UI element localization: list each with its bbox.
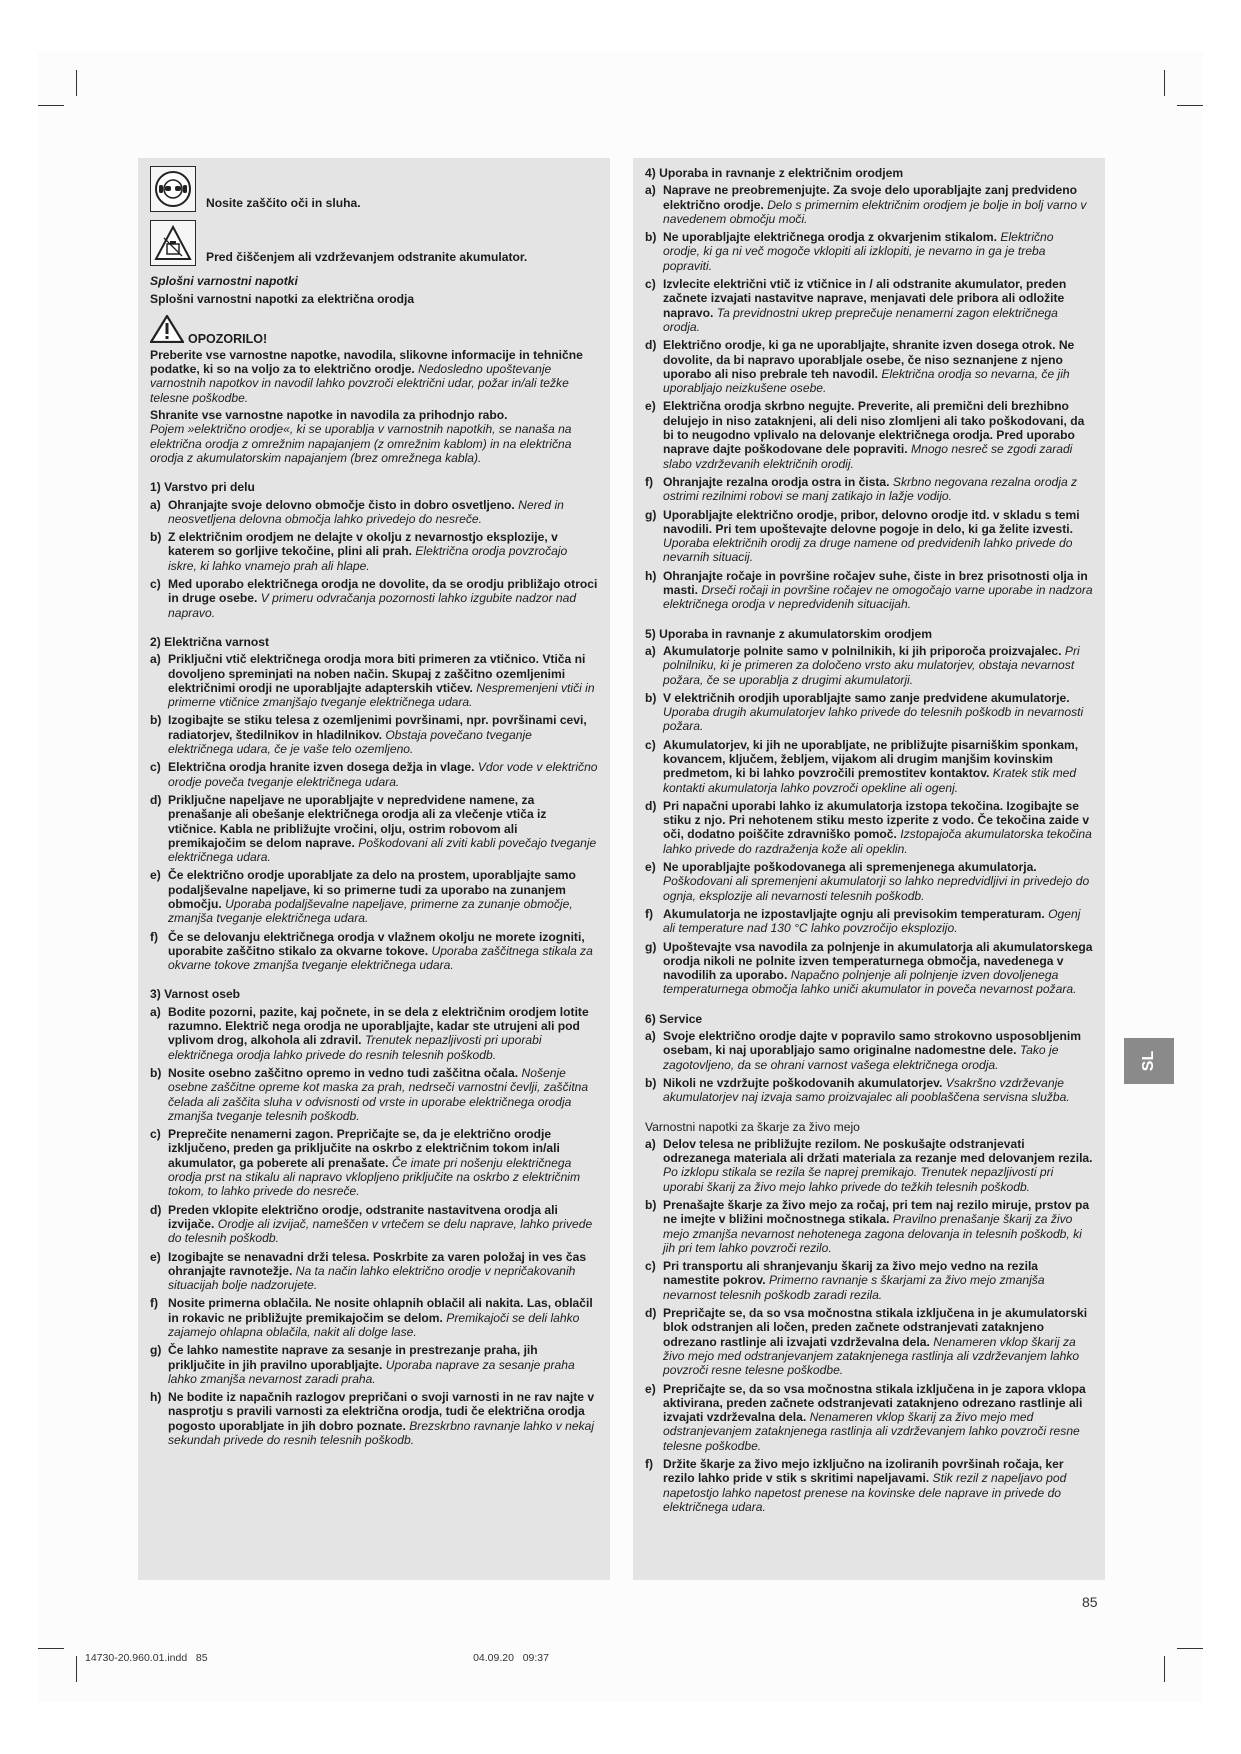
item-text [168,1343,598,1386]
item-italic-text: Primerno ravnanje s škarjami za živo mejo zmanjša nevarnost telesnih poškodb zaradi rezila. [663,1273,1045,1302]
warning-triangle-icon [150,315,184,346]
item-label: b) [645,1075,657,1090]
remove-battery-text: Pred čiščenjem ali vzdrževanjem odstranite akumulator. [206,249,528,264]
item-text [663,799,1093,856]
crop-mark [76,70,77,96]
item-text [168,1005,598,1062]
list-item [150,1343,598,1386]
item-bold-text: Ohranjajte svoje delovno območje čisto in dobro osvetljeno. [168,497,515,512]
list-item [150,1203,598,1246]
item-label: b) [150,1065,162,1080]
item-text [663,1457,1093,1514]
item-label: d) [150,792,162,807]
item-label: a) [645,183,656,198]
item-text [663,1029,1093,1072]
warning-label: OPOZORILO! [188,331,268,346]
item-italic-text: Električno orodje, ki ga ni več mogoče vklopiti ali izklopiti, je nevarno in ga je treba popraviti. [663,230,1054,273]
item-text [663,644,1093,687]
list-item [150,1250,598,1293]
item-bold-text: Bodite pozorni, pazite, kaj počnete, in se dela z električnim orodjem lotite razumno. Električ nega orodja ne uporabljajte, kadar ste utrujeni ali pod vplivom drog, alkohola ali zdravil. [168,1004,589,1048]
item-bold-text: Izogibajte se stiku telesa z ozemljenimi površinami, npr. površinami cevi, radiatorjev, štedilnikov in hladilnikov. [168,713,587,742]
item-text [168,652,598,709]
item-bold-text: Preprečite nenamerni zagon. Prepričajte se, da je električno orodje izključeno, preden ga priključite na oskrbo z električnim tokom in/ali akumulator, ga poberete ali prenašate. [168,1127,560,1170]
item-label: h) [645,568,657,583]
item-label: f) [645,1457,654,1472]
list-item [645,277,1093,334]
list-item [645,1457,1093,1514]
item-italic-text: Mnogo nesreč se zgodi zaradi slabo vzdrževanih električnih orodij. [663,442,1073,471]
item-bold-text: Akumulatorjev, ki jih ne uporabljate, ne približujte pisarniškim sponkam, kovancem, ključem, žebljem, vijakom ali drugim manjšim kovinskim predmetom, ki bi lahko povzročili premostitev kontaktov. [663,737,1079,781]
paragraph-bold: Preberite vse varnostne napotke, navodila, slikovne informacije in tehnične podatke, ki so na voljo za to električno orodje. [150,347,583,377]
item-label: e) [645,860,656,875]
item-italic-text: Obstaja povečano tveganje električnega udara, če je vaše telo ozemljeno. [168,727,532,757]
list-item [150,793,598,864]
list-item [645,183,1093,226]
item-label: e) [645,1381,656,1396]
goggles-earmuffs-icon [150,166,196,212]
item-italic-text: Orodje ali izvijač, nameščen v vrtečem se delu naprave, lahko privede do telesnih poškodb. [168,1216,593,1246]
item-italic-text: Vsakršno vzdrževanje akumulatorjev naj izvaja samo proizvajalec ali pooblaščena servisna služba. [663,1075,1070,1105]
item-italic-text: Nenameren vklop škarij za živo mejo med odstranjevanjem zataknjenega rastlinja ali vzdrževanjem lahko povzroči resne telesne poškodbe. [663,1334,1080,1378]
item-label: d) [645,338,657,353]
item-label: e) [150,868,161,883]
item-bold-text: Prepričajte se, da so vsa močnostna stikala izključena in je zapora vklopa aktivirana, preden začnete odstranjevati zataknjeno odrezano rastlinje ali izvajati vzdrževalna dela. [663,1381,1086,1425]
crop-mark [38,1648,64,1649]
item-bold-text: Z električnim orodjem ne delajte v okolju z nevarnostjo eksplozije, v katerem so gorljive tekočine, plini ali prah. [168,530,558,559]
item-text [663,277,1093,334]
item-italic-text: Drseči ročaji in površine ročajev ne omogočajo varne uporabe in nadzora električnega orodja v nepredvidenih situacijah. [663,583,1093,612]
item-label: g) [645,507,657,522]
section-title: 2) Električna varnost [150,634,269,649]
item-bold-text: Ohranjajte rezalna orodja ostra in čista. [663,474,890,489]
item-italic-text: Na ta način lahko električno orodje v nepričakovanih situacijah bolje nadzorujete. [168,1263,576,1293]
list-item [150,1066,598,1123]
item-italic-text: Nenameren vklop škarij za živo mejo med odstranjevanjem zataknjenega rastlinja ali vzdrževanjem lahko povzroči resne telesne poškodbe. [663,1410,1080,1453]
section-title: 4) Uporaba in ravnanje z električnim orodjem [645,166,904,180]
item-label: d) [645,798,657,813]
item-text [168,498,598,527]
item-bold-text: Prepričajte se, da so vsa močnostna stikala izključena in je akumulatorski blok odstranjen ali ločen, preden začnete odstranjevati zataknjeno odrezano rastlinje ali izvajati vzdrževalna dela. [663,1306,1088,1349]
item-label: c) [150,760,161,775]
item-text [168,577,598,620]
general-heading: Splošni varnostni napotki za električna orodja [150,292,415,307]
item-label: f) [645,906,654,921]
item-text [663,691,1093,734]
item-text [168,1066,598,1123]
item-text [168,1203,598,1246]
list-item [645,1198,1093,1255]
item-text [663,1076,1093,1105]
item-text [663,230,1093,273]
item-italic-text: Če imate pri nošenju električnega orodja prst na stikalu ali napravo vklopljeno priključite na oskrbo z električnim tokom, to lahko privede do nesreče. [168,1155,581,1199]
section-title: 5) Uporaba in ravnanje z akumulatorskim orodjem [645,626,932,641]
list-item [150,1390,598,1447]
item-text [168,930,598,973]
item-text [663,1137,1093,1194]
item-bold-text: Akumulatorja ne izpostavljajte ognju ali previsokim temperaturam. [663,906,1045,921]
item-text [168,760,598,789]
item-italic-text: Poškodovani ali spremenjeni akumulatorji so lahko nepredvidljivi in privedejo do ognja, eksplozije ali nevarnosti telesnih poškodb. [663,874,1090,903]
item-text [663,1382,1093,1453]
item-label: a) [150,1004,161,1019]
item-text [663,399,1093,470]
crop-mark [1164,70,1165,96]
item-text [663,183,1093,226]
item-label: b) [150,530,162,545]
list-item [645,1306,1093,1377]
item-label: b) [150,713,162,728]
item-text [168,868,598,925]
section-title: 6) Service [645,1011,703,1026]
left-sections [150,480,598,1447]
item-italic-text: Brezskrbno ravnanje lahko v nekaj sekundah privede do resnih telesnih poškodb. [168,1418,595,1448]
item-italic-text: Ta previdnostni ukrep preprečuje nenamerni zagon električnega orodja. [663,305,1058,334]
item-italic-text: Stik rezil z napeljavo pod napetostjo lahko napetost prenese na kovinske dele naprave in privede do električnega udara. [663,1471,1067,1514]
list-item [150,530,598,573]
list-item [150,1005,598,1062]
item-bold-text: Priključni vtič električnega orodja mora biti primeren za vtičnico. Vtiča ni dovoljeno spreminjati na noben način. Skupaj z zaščitno ozemljenimi električnimi orodji ne uporabljajte adapterskih vtičev. [168,652,586,695]
list-item [150,930,598,973]
item-bold-text: Električna orodja skrbno negujte. Preverite, ali premični deli brezhibno delujejo in niso zataknjeni, ali deli niso zlomljeni ali tako poškodovani, da bi to neugodno vplivalo na delovanje električnega orodja. Pred uporabo naprave dajte poškodovane dele popraviti. [663,399,1085,457]
print-footer: 14730-20.960.01.indd 85 04.09.20 09:37 [85,1652,549,1664]
item-italic-text: Električna orodja so nevarna, če jih uporabljajo neizkušene osebe. [663,366,1070,396]
warning-row [150,315,598,346]
section-title: 3) Varnost oseb [150,987,241,1002]
item-bold-text: Pri transportu ali shranjevanju škarij za živo mejo vedno na rezila namestite pokrov. [663,1259,1039,1288]
item-bold-text: Nosite primerna oblačila. Ne nosite ohlapnih oblačil ali nakita. Las, oblačil in rokavic ne približujte premikajočim se delom. [168,1296,593,1325]
item-italic-text: Po izklopu stikala se rezila še naprej premikajo. Trenutek nepazljivosti pri uporabi škarij za živo mejo lahko privede do težkih telesnih poškodb. [663,1165,1054,1194]
item-label: c) [645,737,656,752]
item-text [168,1250,598,1293]
item-bold-text: Delov telesa ne približujte rezilom. Ne poskušajte odstranjevati odrezanega materiala ali držati materiala za rezanje med delovanjem rezila. [663,1136,1093,1166]
item-italic-text: Poškodovani ali zviti kabli povečajo tveganje električnega udara. [168,835,597,865]
item-bold-text: Držite škarje za živo mejo izključno na izoliranih površinah ročaja, ker rezilo lahko pride v stik s skritimi napeljavami. [663,1457,1064,1486]
item-bold-text: Ne uporabljajte električnega orodja z okvarjenim stikalom. [663,230,998,245]
symbol-row [150,220,598,266]
list-item [645,230,1093,273]
item-text [168,713,598,756]
item-italic-text: Nered in neosvetljena delovna območja lahko privedejo do nesreče. [168,497,564,526]
item-bold-text: Upoštevajte vsa navodila za polnjenje in akumulatorja ali akumulatorskega orodja nikoli ne polnite izven temperaturnega območja, navedenega v navodilih za uporabo. [663,939,1093,983]
section-title: 1) Varstvo pri delu [150,480,255,495]
item-label: c) [645,277,656,292]
item-label: f) [150,929,159,944]
item-label: a) [150,652,161,667]
item-text [168,793,598,864]
list-item [150,1127,598,1198]
item-bold-text: V električnih orodjih uporabljajte samo zanje predvidene akumulatorje. [663,690,1070,705]
list-item [645,738,1093,795]
item-bold-text: Če električno orodje uporabljate za delo na prostem, uporabljajte samo podaljševalne napeljave, ki so primerne tudi za uporabo na zunanjem območju. [168,868,576,911]
item-italic-text: Delo s primernim električnim orodjem je bolje in bolj varno v navedenem območju moči. [663,197,1087,226]
item-text [168,530,598,573]
item-text [663,1259,1093,1302]
item-text [663,1198,1093,1255]
item-bold-text: Če se delovanju električnega orodja v vlažnem okolju ne morete izogniti, uporabite zaščitno stikalo za okvarne tokove. [168,929,585,958]
item-label: e) [150,1249,161,1264]
item-bold-text: Med uporabo električnega orodja ne dovolite, da se orodju približajo otroci in druge osebe. [168,577,598,606]
item-bold-text: Električna orodja hranite izven dosega dežja in vlage. [168,760,475,775]
list-item [150,1296,598,1339]
list-item [150,652,598,709]
item-bold-text: Izogibajte se nenavadni drži telesa. Poskrbite za varen položaj in ves čas ohranjajte ravnotežje. [168,1249,587,1278]
right-sections [645,166,1093,1514]
language-tab-label: SL [1139,1050,1157,1072]
list-item [150,868,598,925]
list-item [645,1137,1093,1194]
item-text [663,738,1093,795]
item-label: g) [645,939,657,954]
item-italic-text: Skrbno negovana rezalna orodja z ostrimi rezilnimi robovi se manj zatikajo in lažje vodijo. [663,474,1078,504]
paragraph-italic: Pojem »električno orodje«, ki se uporablja v varnostnih napotkih, se nanaša na električna orodja z omrežnim napajanjem (z omrežnim kablom) in na električna orodja z akumulatorskim napajanjem (brez omrežnega kabla). [150,422,572,465]
item-label: b) [645,230,657,245]
item-label: c) [150,1127,161,1142]
list-item [645,860,1093,903]
item-label: a) [645,643,656,658]
item-italic-text: Uporaba zaščitnega stikala za okvarne tokove zmanjša tveganje električnega udara. [168,943,593,973]
list-item [150,760,598,789]
remove-battery-icon [150,220,196,266]
item-bold-text: Če lahko namestite naprave za sesanje in prestrezanje praha, jih priključite in jih pravilno uporabljajte. [168,1343,538,1372]
item-label: c) [645,1259,656,1274]
item-label: a) [150,497,161,512]
page-number: 85 [1082,1594,1098,1610]
list-item [645,508,1093,565]
item-bold-text: Nosite osebno zaščitno opremo in vedno tudi zaščitna očala. [168,1065,519,1080]
item-text [663,860,1093,903]
language-tab [1124,1038,1174,1084]
crop-mark [76,1656,77,1682]
item-italic-text: V primeru odvračanja pozornosti lahko izgubite nadzor nad napravo. [168,591,577,620]
item-bold-text: Pri napačni uporabi lahko iz akumulatorja izstopa tekočina. Izogibajte se stiku z njo. Pri nehotenem stiku mesto izperite z vodo. Če tekočina zaide v oči, dodatno poiščite zdravniško pomoč. [663,798,1090,842]
item-italic-text: Uporaba električnih orodij za druge namene od predvidenih lahko privede do nevarnih situacij. [663,536,1073,565]
item-text [663,508,1093,565]
item-bold-text: Ne uporabljajte poškodovanega ali spremenjenega akumulatorja. [663,860,1037,875]
item-label: h) [150,1390,162,1405]
item-bold-text: Akumulatorje polnite samo v polnilnikih, ki jih priporoča proizvajalec. [663,643,1062,658]
list-item [645,644,1093,687]
item-italic-text: Nošenje osebne zaščitne opreme kot maska za prah, nedrseči varnostni čevlji, zaščitna čelada ali zaščita sluha v odvisnosti od vrste in uporabe električnega orodja zmanjša tveganje telesnih poškodb. [168,1065,589,1123]
crop-mark [1164,1656,1165,1682]
item-bold-text: Priključne napeljave ne uporabljajte v nepredvidene namene, za prenašanje ali obešanje električnega orodja ali za vlečenje vtiča iz vtičnice. Kabla ne približujte vročini, olju, ostrim robovom ali premikajočim se delom naprave. [168,792,547,850]
item-italic-text: Uporaba drugih akumulatorjev lahko privede do telesnih poškodb in nevarnosti požara. [663,705,1084,734]
item-italic-text: Nespremenjeni vtiči in primerne vtičnice zmanjšajo tveganje električnega udara. [168,680,595,710]
item-text [663,907,1093,936]
crop-mark [38,105,64,106]
item-label: f) [150,1296,159,1311]
list-item [645,1029,1093,1072]
item-label: a) [645,1029,656,1044]
item-label: d) [150,1202,162,1217]
section-title: Varnostni napotki za škarje za živo mejo [645,1119,860,1134]
item-italic-text: Izstopajoča akumulatorska tekočina lahko privede do razdraženja kože ali opeklin. [663,827,1092,856]
item-bold-text: Preden vklopite električno orodje, odstranite nastavitvena orodja ali izvijače. [168,1202,558,1231]
item-italic-text: Napačno polnjenje ali polnjenje izven dovoljenega temperaturnega območja lahko uniči akumulator in poveča nevarnost požara. [663,968,1077,997]
list-item [645,691,1093,734]
item-bold-text: Električno orodje, ki ga ne uporabljajte, shranite izven dosega otrok. Ne dovolite, da bi napravo uporabljale osebe, če niso seznanjene z njeno uporabo ali niso prebrale teh navodil. [663,338,1075,381]
item-label: b) [645,690,657,705]
list-item [645,338,1093,395]
list-item [645,569,1093,612]
item-label: c) [150,577,161,592]
symbol-row [150,166,598,212]
item-bold-text: Naprave ne preobremenjujte. Za svoje delo uporabljajte zanj predvideno električno orodje. [663,183,1077,212]
item-italic-text: Uporaba podaljševalne napeljave, primerne za zunanje območje, zmanjša tveganje električnega udara. [168,896,573,926]
general-heading-italic: Splošni varnostni napotki [150,274,298,288]
item-text [168,1296,598,1339]
item-bold-text: Prenašajte škarje za živo mejo za ročaj, pri tem naj rezilo miruje, prstov pa ne imejte v bližini močnostnega stikala. [663,1198,1090,1227]
general-paragraph-2 [150,408,598,465]
item-label: a) [645,1136,656,1151]
list-item [645,799,1093,856]
left-column [138,158,610,1580]
paragraph-bold: Shranite vse varnostne napotke in navodila za prihodnjo rabo. [150,408,508,423]
item-italic-text: Uporaba naprave za sesanje praha lahko zmanjša nevarnost zaradi praha. [168,1357,575,1386]
item-bold-text: Izvlecite električni vtič iz vtičnice in / ali odstranite akumulator, preden začnete izvajati nastavitve naprave, menjavati dele pribora ali odložite napravo. [663,277,1067,320]
item-text [663,940,1093,997]
item-bold-text: Uporabljajte električno orodje, pribor, delovno orodje itd. v skladu s temi navodili. Pri tem upoštevajte delovne pogoje in delo, ki ga želite izvesti. [663,507,1080,536]
paragraph-italic: Nedosledno upoštevanje varnostnih napotkov in navodil lahko povzroči električni udar, požar in/ali težke telesne poškodbe. [150,362,569,405]
eye-ear-protection-text: Nosite zaščito oči in sluha. [206,195,361,210]
crop-mark [1177,105,1203,106]
right-column [633,158,1105,1580]
item-text [663,569,1093,612]
item-italic-text: Ogenj ali temperature nad 130 °C lahko povzročijo eksplozijo. [663,906,1081,936]
item-italic-text: Električna orodja povzročajo iskre, ki lahko vnamejo prah ali hlape. [168,544,568,573]
item-text [663,338,1093,395]
item-bold-text: Svoje električno orodje dajte v popravilo samo strokovno usposobljenim osebam, ki naj uporabljajo samo originalne nadomestne dele. [663,1029,1082,1058]
item-bold-text: Nikoli ne vzdržujte poškodovanih akumulatorjev. [663,1075,943,1090]
general-paragraph-1 [150,348,598,405]
item-italic-text: Pravilno prenašanje škarij za živo mejo zmanjša nevarnost nehotenega zagona delovanja in telesnih poškodb, ki jih pri tem lahko povzroči rezilo. [663,1212,1082,1255]
list-item [150,713,598,756]
crop-mark [1177,1648,1203,1649]
item-italic-text: Premikajoči se deli lahko zajamejo ohlapna oblačila, nakit ali dolge lase. [168,1310,580,1339]
item-label: b) [645,1198,657,1212]
list-item [645,475,1093,504]
item-label: e) [645,399,656,414]
list-item [150,498,598,527]
item-italic-text: Kratek stik med kontakti akumulatorja lahko povzroči opekline ali ogenj. [663,766,1077,795]
list-item [645,399,1093,470]
item-label: f) [645,474,654,489]
item-text [168,1390,598,1447]
list-item [645,1259,1093,1302]
list-item [150,577,598,620]
list-item [645,940,1093,997]
item-italic-text: Vdor vode v električno orodje poveča tveganje električnega udara. [168,760,598,789]
item-label: g) [150,1343,162,1358]
item-bold-text: Ohranjajte ročaje in površine ročajev suhe, čiste in brez prisotnosti olja in masti. [663,568,1088,598]
item-italic-text: Tako je zagotovljeno, da se ohrani varnost vašega električnega orodja. [663,1043,1059,1072]
item-italic-text: Trenutek nepazljivosti pri uporabi električnega orodja lahko privede do resnih telesnih poškodb. [168,1033,542,1062]
list-item [645,907,1093,936]
list-item [645,1382,1093,1453]
item-label: d) [645,1306,657,1321]
item-text [663,475,1093,504]
item-italic-text: Pri polnilniku, ki je primeren za določeno vrsto aku mulatorjev, obstaja nevarnost požara, če se uporablja z drugimi akumulatorji. [663,643,1080,687]
item-text [663,1306,1093,1377]
item-text [168,1127,598,1198]
list-item [645,1076,1093,1105]
item-bold-text: Ne bodite iz napačnih razlogov prepričani o svoji varnosti in ne rav najte v nasprotju s pravili varnosti za električna orodja, tudi če električna orodja pogosto uporabljate in jih dobro poznate. [168,1390,595,1433]
